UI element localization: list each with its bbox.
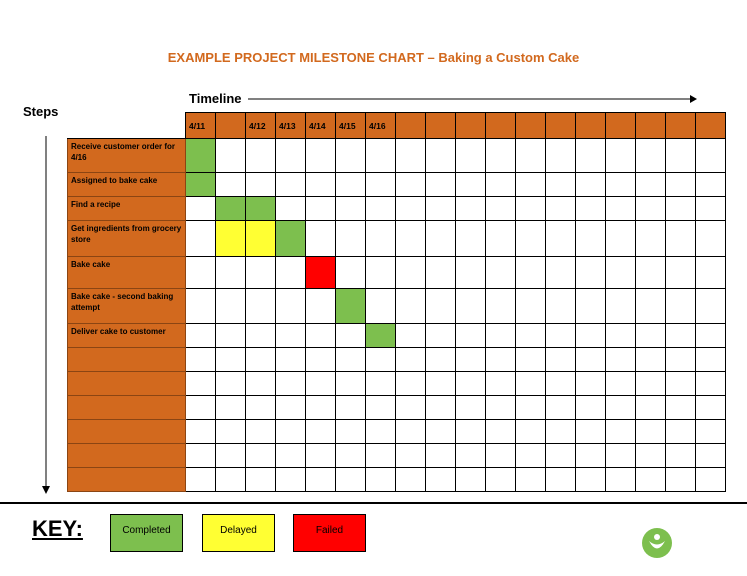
- timeline-cell: [186, 221, 216, 257]
- timeline-cell: [546, 420, 576, 444]
- timeline-cell: [546, 468, 576, 492]
- timeline-cell: [456, 444, 486, 468]
- timeline-cell: [546, 257, 576, 289]
- step-label: [68, 420, 186, 444]
- timeline-cell: [186, 197, 216, 221]
- key-delayed: Delayed: [202, 514, 275, 552]
- timeline-cell: [276, 372, 306, 396]
- timeline-cell: [696, 221, 726, 257]
- timeline-cell: [366, 289, 396, 324]
- date-header: [666, 113, 696, 139]
- timeline-cell: [216, 197, 246, 221]
- key-completed: Completed: [110, 514, 183, 552]
- timeline-cell: [666, 468, 696, 492]
- timeline-cell: [426, 420, 456, 444]
- step-row: [68, 372, 726, 396]
- timeline-cell: [636, 257, 666, 289]
- timeline-cell: [516, 468, 546, 492]
- timeline-cell: [696, 257, 726, 289]
- timeline-cell: [426, 324, 456, 348]
- timeline-cell: [276, 139, 306, 173]
- timeline-cell: [696, 324, 726, 348]
- timeline-cell: [606, 257, 636, 289]
- steps-label: Steps: [23, 104, 59, 119]
- timeline-cell: [336, 372, 366, 396]
- timeline-cell: [246, 197, 276, 221]
- timeline-cell: [216, 139, 246, 173]
- timeline-cell: [276, 173, 306, 197]
- step-row: [68, 173, 726, 197]
- timeline-cell: [696, 348, 726, 372]
- timeline-cell: [276, 468, 306, 492]
- timeline-cell: [396, 372, 426, 396]
- timeline-cell: [486, 372, 516, 396]
- timeline-cell: [636, 348, 666, 372]
- timeline-cell: [426, 444, 456, 468]
- timeline-cell: [426, 257, 456, 289]
- timeline-cell: [486, 444, 516, 468]
- divider: [0, 502, 747, 504]
- timeline-cell: [696, 468, 726, 492]
- timeline-cell: [486, 468, 516, 492]
- timeline-cell: [366, 139, 396, 173]
- timeline-cell: [666, 257, 696, 289]
- timeline-cell: [546, 139, 576, 173]
- timeline-cell: [546, 221, 576, 257]
- timeline-cell: [546, 348, 576, 372]
- timeline-cell: [606, 221, 636, 257]
- timeline-cell: [486, 396, 516, 420]
- date-header: [606, 113, 636, 139]
- step-row: [68, 468, 726, 492]
- timeline-cell: [576, 324, 606, 348]
- timeline-cell: [696, 444, 726, 468]
- timeline-cell: [336, 468, 366, 492]
- timeline-cell: [516, 221, 546, 257]
- chart-title: EXAMPLE PROJECT MILESTONE CHART – Baking a Custom Cake: [167, 50, 580, 65]
- timeline-cell: [606, 372, 636, 396]
- step-row: [68, 420, 726, 444]
- step-label: Bake cake: [68, 257, 186, 289]
- timeline-cell: [336, 324, 366, 348]
- timeline-cell: [276, 444, 306, 468]
- date-header: [396, 113, 426, 139]
- timeline-cell: [666, 139, 696, 173]
- timeline-cell: [426, 468, 456, 492]
- timeline-cell: [246, 139, 276, 173]
- timeline-cell: [696, 396, 726, 420]
- timeline-cell: [666, 396, 696, 420]
- step-label: Find a recipe: [68, 197, 186, 221]
- date-header: [486, 113, 516, 139]
- timeline-cell: [636, 139, 666, 173]
- timeline-cell: [456, 257, 486, 289]
- timeline-cell: [396, 348, 426, 372]
- step-row: [68, 257, 726, 289]
- step-row: [68, 221, 726, 257]
- timeline-cell: [366, 420, 396, 444]
- timeline-cell: [366, 221, 396, 257]
- timeline-cell: [366, 173, 396, 197]
- timeline-cell: [276, 289, 306, 324]
- timeline-cell: [546, 197, 576, 221]
- timeline-cell: [396, 396, 426, 420]
- timeline-cell: [306, 173, 336, 197]
- date-header: [456, 113, 486, 139]
- timeline-cell: [246, 468, 276, 492]
- timeline-arrow-icon: [248, 94, 698, 104]
- timeline-cell: [426, 372, 456, 396]
- timeline-cell: [456, 289, 486, 324]
- timeline-cell: [456, 324, 486, 348]
- key-label: KEY:: [32, 516, 83, 541]
- timeline-cell: [606, 197, 636, 221]
- step-row: [68, 444, 726, 468]
- date-header: [426, 113, 456, 139]
- timeline-cell: [396, 139, 426, 173]
- timeline-cell: [246, 221, 276, 257]
- timeline-cell: [636, 324, 666, 348]
- timeline-cell: [186, 289, 216, 324]
- timeline-cell: [636, 420, 666, 444]
- header-corner: [68, 113, 186, 139]
- timeline-cell: [576, 372, 606, 396]
- timeline-cell: [636, 221, 666, 257]
- timeline-cell: [186, 396, 216, 420]
- step-label: [68, 444, 186, 468]
- timeline-cell: [546, 396, 576, 420]
- step-label: Receive customer order for 4/16: [68, 139, 186, 173]
- timeline-cell: [366, 257, 396, 289]
- step-label: [68, 396, 186, 420]
- timeline-cell: [396, 420, 426, 444]
- timeline-cell: [276, 324, 306, 348]
- timeline-cell: [306, 289, 336, 324]
- timeline-cell: [426, 221, 456, 257]
- timeline-cell: [486, 139, 516, 173]
- date-header: 4/16: [366, 113, 396, 139]
- timeline-cell: [396, 221, 426, 257]
- timeline-cell: [306, 348, 336, 372]
- timeline-cell: [216, 348, 246, 372]
- timeline-cell: [456, 173, 486, 197]
- step-label: Get ingredients from grocery store: [68, 221, 186, 257]
- timeline-cell: [456, 348, 486, 372]
- step-row: [68, 139, 726, 173]
- timeline-cell: [606, 444, 636, 468]
- timeline-cell: [216, 372, 246, 396]
- timeline-cell: [246, 324, 276, 348]
- date-header: [576, 113, 606, 139]
- timeline-cell: [516, 372, 546, 396]
- timeline-cell: [516, 420, 546, 444]
- timeline-cell: [606, 289, 636, 324]
- timeline-cell: [546, 444, 576, 468]
- timeline-cell: [426, 396, 456, 420]
- step-row: [68, 396, 726, 420]
- timeline-cell: [366, 396, 396, 420]
- timeline-cell: [516, 324, 546, 348]
- milestone-grid: [67, 112, 726, 492]
- timeline-cell: [636, 289, 666, 324]
- timeline-cell: [546, 372, 576, 396]
- timeline-cell: [186, 468, 216, 492]
- timeline-cell: [426, 173, 456, 197]
- timeline-cell: [636, 444, 666, 468]
- timeline-cell: [486, 257, 516, 289]
- timeline-cell: [486, 348, 516, 372]
- timeline-cell: [486, 173, 516, 197]
- step-label: [68, 468, 186, 492]
- timeline-cell: [246, 289, 276, 324]
- timeline-cell: [336, 444, 366, 468]
- timeline-cell: [186, 257, 216, 289]
- date-header: 4/13: [276, 113, 306, 139]
- step-row: [68, 197, 726, 221]
- timeline-cell: [246, 257, 276, 289]
- date-header: [696, 113, 726, 139]
- timeline-cell: [246, 348, 276, 372]
- timeline-cell: [336, 257, 366, 289]
- timeline-cell: [276, 396, 306, 420]
- timeline-cell: [606, 324, 636, 348]
- timeline-cell: [516, 348, 546, 372]
- timeline-cell: [456, 420, 486, 444]
- timeline-cell: [696, 372, 726, 396]
- timeline-cell: [516, 396, 546, 420]
- timeline-cell: [666, 173, 696, 197]
- timeline-cell: [426, 348, 456, 372]
- header-row: [68, 113, 726, 139]
- timeline-cell: [216, 396, 246, 420]
- timeline-cell: [216, 221, 246, 257]
- timeline-cell: [576, 289, 606, 324]
- timeline-cell: [426, 197, 456, 221]
- timeline-cell: [636, 173, 666, 197]
- timeline-cell: [576, 139, 606, 173]
- timeline-cell: [306, 139, 336, 173]
- timeline-cell: [516, 139, 546, 173]
- timeline-cell: [396, 468, 426, 492]
- step-label: [68, 372, 186, 396]
- timeline-cell: [306, 468, 336, 492]
- timeline-cell: [216, 324, 246, 348]
- timeline-cell: [306, 444, 336, 468]
- date-header: [216, 113, 246, 139]
- timeline-cell: [696, 173, 726, 197]
- timeline-cell: [456, 221, 486, 257]
- timeline-cell: [246, 372, 276, 396]
- timeline-cell: [306, 372, 336, 396]
- timeline-cell: [396, 324, 426, 348]
- timeline-cell: [486, 221, 516, 257]
- timeline-cell: [576, 420, 606, 444]
- date-header: [516, 113, 546, 139]
- timeline-cell: [696, 289, 726, 324]
- timeline-cell: [276, 257, 306, 289]
- timeline-cell: [426, 289, 456, 324]
- timeline-cell: [186, 324, 216, 348]
- timeline-cell: [546, 324, 576, 348]
- timeline-cell: [606, 396, 636, 420]
- timeline-cell: [186, 372, 216, 396]
- timeline-cell: [576, 173, 606, 197]
- timeline-cell: [666, 324, 696, 348]
- timeline-cell: [666, 372, 696, 396]
- timeline-cell: [516, 257, 546, 289]
- key-failed: Failed: [293, 514, 366, 552]
- timeline-cell: [426, 139, 456, 173]
- timeline-cell: [666, 444, 696, 468]
- timeline-cell: [456, 468, 486, 492]
- timeline-cell: [396, 173, 426, 197]
- timeline-cell: [186, 139, 216, 173]
- step-row: [68, 324, 726, 348]
- timeline-cell: [636, 372, 666, 396]
- timeline-cell: [696, 197, 726, 221]
- timeline-cell: [636, 468, 666, 492]
- timeline-cell: [366, 348, 396, 372]
- timeline-cell: [276, 197, 306, 221]
- timeline-cell: [516, 197, 546, 221]
- timeline-cell: [366, 372, 396, 396]
- timeline-cell: [276, 420, 306, 444]
- timeline-cell: [336, 139, 366, 173]
- step-label: [68, 348, 186, 372]
- timeline-cell: [576, 396, 606, 420]
- timeline-cell: [336, 348, 366, 372]
- timeline-cell: [576, 257, 606, 289]
- timeline-cell: [576, 348, 606, 372]
- timeline-cell: [216, 257, 246, 289]
- timeline-cell: [186, 444, 216, 468]
- timeline-cell: [576, 468, 606, 492]
- date-header: [546, 113, 576, 139]
- timeline-cell: [486, 289, 516, 324]
- timeline-cell: [456, 396, 486, 420]
- timeline-cell: [606, 420, 636, 444]
- date-header: 4/12: [246, 113, 276, 139]
- timeline-cell: [246, 420, 276, 444]
- date-header: 4/14: [306, 113, 336, 139]
- timeline-cell: [396, 289, 426, 324]
- timeline-cell: [246, 173, 276, 197]
- timeline-cell: [366, 324, 396, 348]
- timeline-cell: [186, 348, 216, 372]
- timeline-cell: [696, 420, 726, 444]
- timeline-cell: [186, 420, 216, 444]
- timeline-cell: [696, 139, 726, 173]
- timeline-cell: [336, 173, 366, 197]
- timeline-cell: [366, 468, 396, 492]
- timeline-cell: [576, 444, 606, 468]
- timeline-label: Timeline: [189, 91, 242, 106]
- timeline-cell: [306, 221, 336, 257]
- timeline-cell: [336, 197, 366, 221]
- timeline-cell: [336, 289, 366, 324]
- timeline-cell: [606, 139, 636, 173]
- timeline-cell: [636, 197, 666, 221]
- date-header: [636, 113, 666, 139]
- timeline-cell: [486, 420, 516, 444]
- timeline-cell: [306, 257, 336, 289]
- timeline-cell: [336, 221, 366, 257]
- timeline-cell: [216, 444, 246, 468]
- timeline-cell: [366, 444, 396, 468]
- timeline-cell: [306, 396, 336, 420]
- timeline-cell: [186, 173, 216, 197]
- timeline-cell: [456, 197, 486, 221]
- timeline-cell: [216, 468, 246, 492]
- timeline-cell: [666, 289, 696, 324]
- timeline-cell: [396, 197, 426, 221]
- timeline-cell: [366, 197, 396, 221]
- timeline-cell: [666, 348, 696, 372]
- timeline-cell: [576, 197, 606, 221]
- timeline-cell: [516, 289, 546, 324]
- timeline-cell: [306, 324, 336, 348]
- timeline-cell: [396, 444, 426, 468]
- timeline-cell: [666, 221, 696, 257]
- timeline-cell: [606, 173, 636, 197]
- timeline-cell: [246, 396, 276, 420]
- date-header: 4/11: [186, 113, 216, 139]
- timeline-cell: [666, 420, 696, 444]
- timeline-cell: [576, 221, 606, 257]
- step-label: Bake cake - second baking attempt: [68, 289, 186, 324]
- timeline-cell: [216, 173, 246, 197]
- step-label: Deliver cake to customer: [68, 324, 186, 348]
- timeline-cell: [606, 468, 636, 492]
- timeline-cell: [636, 396, 666, 420]
- timeline-cell: [336, 420, 366, 444]
- timeline-cell: [516, 444, 546, 468]
- timeline-cell: [276, 348, 306, 372]
- timeline-cell: [546, 289, 576, 324]
- timeline-cell: [246, 444, 276, 468]
- timeline-cell: [516, 173, 546, 197]
- timeline-cell: [306, 197, 336, 221]
- timeline-cell: [216, 420, 246, 444]
- timeline-cell: [546, 173, 576, 197]
- step-label: Assigned to bake cake: [68, 173, 186, 197]
- timeline-cell: [606, 348, 636, 372]
- step-row: [68, 348, 726, 372]
- leaf-person-icon: [640, 526, 674, 560]
- timeline-cell: [456, 372, 486, 396]
- timeline-cell: [486, 324, 516, 348]
- step-row: [68, 289, 726, 324]
- timeline-cell: [216, 289, 246, 324]
- timeline-cell: [456, 139, 486, 173]
- steps-arrow-icon: [40, 136, 52, 496]
- timeline-cell: [306, 420, 336, 444]
- timeline-cell: [276, 221, 306, 257]
- timeline-cell: [336, 396, 366, 420]
- timeline-cell: [666, 197, 696, 221]
- timeline-cell: [396, 257, 426, 289]
- date-header: 4/15: [336, 113, 366, 139]
- timeline-cell: [486, 197, 516, 221]
